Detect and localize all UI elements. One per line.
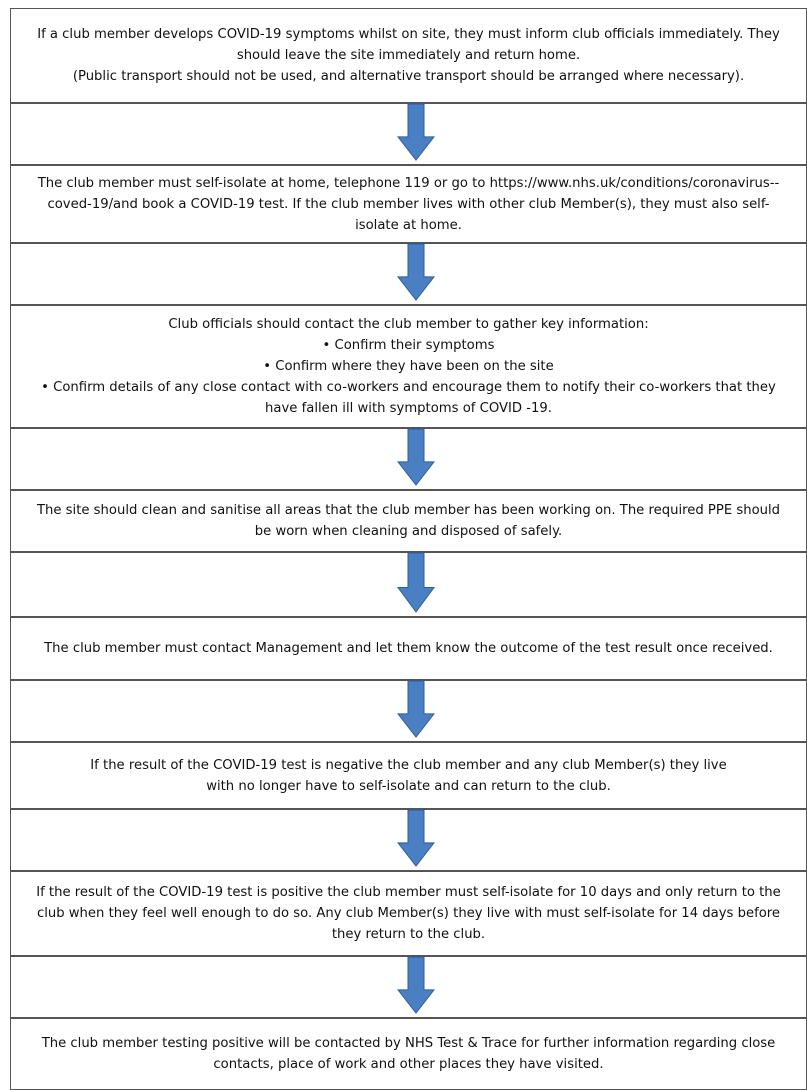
connector-1 [10, 103, 807, 165]
down-arrow-icon [396, 104, 436, 164]
step-7-line-1: If the result of the COVID-19 test is positive the club member must self-isolate for 10 days and only return to the [36, 885, 781, 900]
flow-step-7 [10, 871, 807, 956]
step-3-line-5: have fallen ill with symptoms of COVID -19. [265, 401, 552, 416]
step-3-line-2: • Confirm their symptoms [322, 338, 495, 353]
step-7-line-3: they return to the club. [331, 927, 486, 942]
connector-4 [10, 552, 807, 617]
down-arrow-icon [396, 429, 436, 489]
connector-6 [10, 809, 807, 871]
step-2-line-2: coved-19/and book a COVID-19 test. If the club member lives with other club Member(s), they must also self- [47, 196, 770, 212]
connector-7 [10, 956, 807, 1018]
step-2-line-1: The club member must self-isolate at home, telephone 119 or go to https://www.nhs.uk/conditions/coronavirus-- [37, 175, 780, 191]
step-3-line-3: • Confirm where they have been on the site [263, 359, 554, 374]
connector-2 [10, 243, 807, 305]
flow-step-2 [10, 165, 807, 243]
flow-step-8 [10, 1018, 807, 1090]
step-5-line-1: The club member must contact Management and let them know the outcome of the test result once received. [44, 641, 773, 656]
flow-step-5 [10, 617, 807, 680]
flow-step-3 [10, 305, 807, 428]
step-6-line-1: If the result of the COVID-19 test is negative the club member and any club Member(s) they live [90, 757, 727, 773]
down-arrow-icon [396, 681, 436, 741]
flow-step-4 [10, 490, 807, 552]
step-1-line-1: If a club member develops COVID-19 symptoms whilst on site, they must inform club officials immediately. They [37, 27, 780, 42]
flow-step-6 [10, 742, 807, 809]
step-4-line-2: be worn when cleaning and disposed of safely. [254, 524, 563, 539]
step-7-line-2: club when they feel well enough to do so. Any club Member(s) they live with must self-isolate for 14 days before [36, 906, 781, 921]
connector-5 [10, 680, 807, 742]
step-6-line-2: with no longer have to self-isolate and can return to the club. [206, 778, 611, 794]
step-3-line-4: • Confirm details of any close contact with co-workers and encourage them to notify their co-workers that they [41, 380, 776, 395]
step-8-line-1: The club member testing positive will be contacted by NHS Test & Trace for further information regarding close [41, 1036, 776, 1051]
down-arrow-icon [396, 553, 436, 616]
flow-step-1 [10, 8, 807, 103]
step-1-line-3: (Public transport should not be used, and alternative transport should be arranged where necessary). [72, 69, 745, 84]
down-arrow-icon [396, 957, 436, 1017]
step-8-line-2: contacts, place of work and other places they have visited. [213, 1057, 604, 1072]
step-4-line-1: The site should clean and sanitise all areas that the club member has been working on. The required PPE should [36, 503, 781, 518]
step-1-line-2: should leave the site immediately and return home. [236, 48, 581, 63]
step-2-line-3: isolate at home. [355, 217, 462, 233]
connector-3 [10, 428, 807, 490]
down-arrow-icon [396, 244, 436, 304]
step-3-line-1: Club officials should contact the club member to gather key information: [168, 317, 649, 332]
down-arrow-icon [396, 810, 436, 870]
